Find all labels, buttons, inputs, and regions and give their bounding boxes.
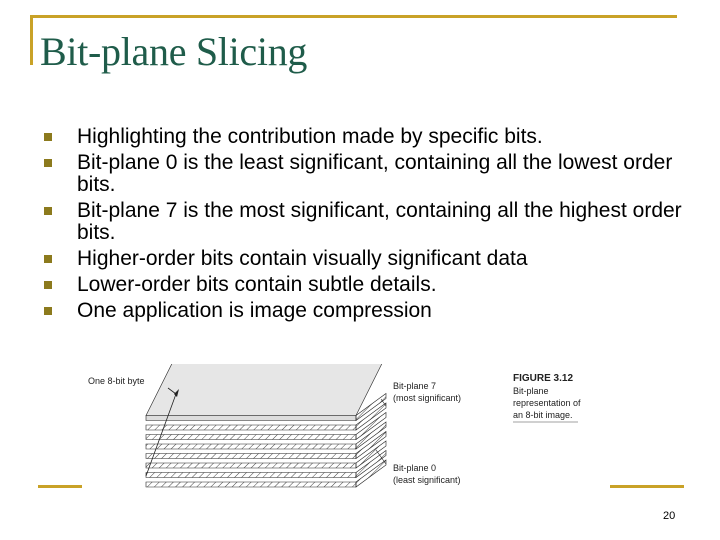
bullet-item	[40, 248, 700, 270]
bit-plane-edge	[146, 425, 356, 430]
square-bullet-icon	[44, 207, 52, 215]
bit-plane-edge	[146, 435, 356, 440]
slide-title: Bit-plane Slicing	[40, 29, 308, 74]
bit-plane-edge	[146, 463, 356, 468]
bullet-text: Lower-order bits contain subtle details.	[77, 273, 437, 296]
bullet-item	[40, 126, 700, 148]
page-number: 20	[663, 510, 676, 522]
bullet-item	[40, 274, 700, 296]
bit-plane-edge	[146, 454, 356, 459]
bit-plane-diagram	[86, 364, 626, 534]
bit-plane-edge	[146, 473, 356, 478]
bullet-item	[40, 200, 700, 244]
plane7-label-line1: Bit-plane 7	[393, 381, 437, 391]
figure-caption-line2: representation of	[513, 398, 581, 408]
square-bullet-icon	[44, 307, 52, 315]
bullet-item	[40, 300, 700, 322]
plane0-label-line2: (least significant)	[393, 475, 461, 485]
plane0-label-line1: Bit-plane 0	[393, 463, 437, 473]
top-rule	[30, 15, 677, 18]
square-bullet-icon	[44, 281, 52, 289]
bullet-text: Higher-order bits contain visually significant data	[77, 247, 528, 270]
bit-plane-edge	[146, 482, 356, 487]
left-rule	[30, 15, 33, 65]
bullet-list	[40, 126, 700, 326]
bit-plane-figure	[86, 364, 626, 534]
bullet-item	[40, 152, 700, 196]
bullet-text: Bit-plane 7 is the most significant, containing all the highest order bits.	[77, 199, 682, 244]
bullet-text: One application is image compression	[77, 299, 432, 322]
bullet-text: Highlighting the contribution made by specific bits.	[77, 125, 543, 148]
square-bullet-icon	[44, 133, 52, 141]
figure-caption-title: FIGURE 3.12	[513, 373, 574, 384]
plane-stack	[146, 364, 386, 487]
figure-caption-line1: Bit-plane	[513, 386, 549, 396]
figure-caption-line3: an 8-bit image.	[513, 410, 573, 420]
bullet-text: Bit-plane 0 is the least significant, containing all the lowest order bits.	[77, 151, 673, 196]
bottom-left-rule	[38, 485, 82, 488]
byte-label: One 8-bit byte	[88, 376, 145, 386]
square-bullet-icon	[44, 255, 52, 263]
square-bullet-icon	[44, 159, 52, 167]
bit-plane-face	[146, 364, 386, 416]
bit-plane-edge	[146, 444, 356, 449]
bit-plane-edge	[146, 416, 356, 421]
plane7-label-line2: (most significant)	[393, 393, 462, 403]
